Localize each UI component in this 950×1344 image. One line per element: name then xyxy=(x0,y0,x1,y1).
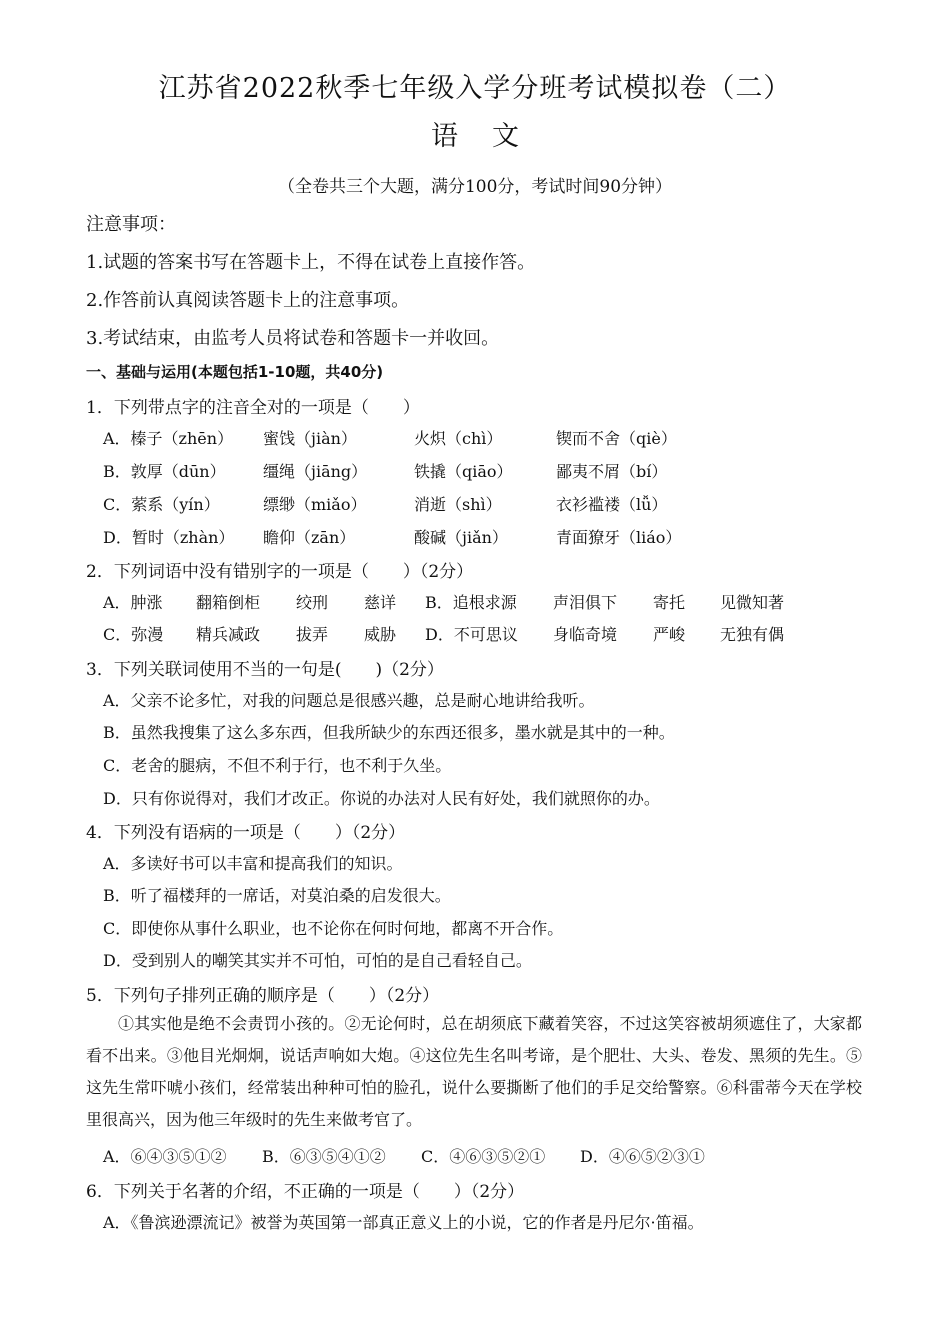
q1-option: B．敦厚（dūn） xyxy=(103,462,226,481)
q1-option: 缥缈（miǎo） xyxy=(263,495,367,514)
q1-option: C．萦系（yín） xyxy=(103,495,220,514)
note-item: 1.试题的答案书写在答题卡上，不得在试卷上直接作答。 xyxy=(86,252,536,273)
question-2-stem: 2．下列词语中没有错别字的一项是（ ）（2分） xyxy=(86,562,474,582)
q2-word: 身临奇境 xyxy=(553,625,618,644)
q2-word: 慈详 xyxy=(364,593,397,612)
q1-option: 衣衫褴褛（lǚ） xyxy=(556,495,668,514)
q4-option: C．即使你从事什么职业，也不论你在何时何地，都离不开合作。 xyxy=(103,919,564,938)
q2-word: D．不可思议 xyxy=(425,625,518,644)
q2-word: 见微知著 xyxy=(720,593,785,612)
note-item: 3.考试结束，由监考人员将试卷和答题卡一并收回。 xyxy=(86,328,500,349)
q5-option: C．④⑥③⑤②① xyxy=(421,1147,546,1166)
question-1-stem: 1．下列带点字的注音全对的一项是（ ） xyxy=(86,398,420,418)
q1-option: 锲而不舍（qiè） xyxy=(556,429,677,448)
question-6-stem: 6．下列关于名著的介绍，不正确的一项是（ ）（2分） xyxy=(86,1182,525,1202)
exam-scope: （全卷共三个大题，满分100分，考试时间90分钟） xyxy=(277,177,673,197)
q2-word: 声泪俱下 xyxy=(553,593,618,612)
q2-word: 威胁 xyxy=(364,625,397,644)
question-4-stem: 4．下列没有语病的一项是（ ）（2分） xyxy=(86,823,406,843)
q2-word: C．弥漫 xyxy=(103,625,164,644)
note-item: 2.作答前认真阅读答题卡上的注意事项。 xyxy=(86,290,410,311)
q2-word: A．肿涨 xyxy=(103,593,163,612)
q1-option: 瞻仰（zān） xyxy=(263,528,356,547)
q1-option: 消逝（shì） xyxy=(414,495,502,514)
q2-word: 无独有偶 xyxy=(720,625,785,644)
q1-option: 青面獠牙（liáo） xyxy=(556,528,682,547)
q3-option: A．父亲不论多忙，对我的问题总是很感兴趣，总是耐心地讲给我听。 xyxy=(103,691,595,710)
exam-title: 江苏省2022秋季七年级入学分班考试模拟卷（二） xyxy=(158,73,792,104)
q3-option: B．虽然我搜集了这么多东西，但我所缺少的东西还很多，墨水就是其中的一种。 xyxy=(103,723,675,742)
q5-option: D．④⑥⑤②③① xyxy=(580,1147,705,1166)
q5-passage: ①其实他是绝不会责罚小孩的。②无论何时，总在胡须底下藏着笑容，不过这笑容被胡须遮住了，大家都看不出来。③他目光炯炯，说话声响如大炮。④这位先生名叫考谛，是个肥壮、大头、卷发、黑须的先生。⑤这先生常吓唬小孩们，经常装出种种可怕的脸孔，说什么要撕断了他们的手足交给警察。⑥科雷蒂今天在学校里很高兴，因为他三年级时的先生来做考官了。 xyxy=(86,1014,862,1129)
q4-option: B．听了福楼拜的一席话，对莫泊桑的启发很大。 xyxy=(103,886,451,905)
q1-option: 火炽（chì） xyxy=(414,429,503,448)
q2-word: 拔弄 xyxy=(296,625,329,644)
q1-option: 鄙夷不屑（bí） xyxy=(556,462,668,481)
question-3-stem: 3．下列关联词使用不当的一句是( )（2分） xyxy=(86,660,444,680)
q1-option: 蜜饯（jiàn） xyxy=(263,429,357,448)
section-title: 一、基础与运用(本题包括1-10题，共40分) xyxy=(86,363,384,381)
notes-heading: 注意事项： xyxy=(86,214,176,235)
q5-option: A．⑥④③⑤①② xyxy=(103,1147,227,1166)
q2-word: 严峻 xyxy=(653,625,686,644)
q2-word: 寄托 xyxy=(653,593,686,612)
q1-option: D．暂时（zhàn） xyxy=(103,528,235,547)
q3-option: D．只有你说得对，我们才改正。你说的办法对人民有好处，我们就照你的办。 xyxy=(103,789,660,808)
q2-word: 翻箱倒柜 xyxy=(196,593,261,612)
q4-option: A．多读好书可以丰富和提高我们的知识。 xyxy=(103,854,403,873)
q1-option: 缰绳（jiāng） xyxy=(263,462,368,481)
q2-word: 绞刑 xyxy=(296,593,329,612)
q6-option: A．《鲁滨逊漂流记》被誉为英国第一部真正意义上的小说，它的作者是丹尼尔·笛福。 xyxy=(103,1213,704,1232)
q3-option: C．老舍的腿病，不但不利于行，也不利于久坐。 xyxy=(103,756,452,775)
q1-option: 铁撬（qiāo） xyxy=(414,462,513,481)
question-5-stem: 5．下列句子排列正确的顺序是（ ）（2分） xyxy=(86,986,440,1006)
q2-word: 精兵减政 xyxy=(196,625,261,644)
q1-option: 酸碱（jiǎn） xyxy=(414,528,508,547)
q4-option: D．受到别人的嘲笑其实并不可怕，可怕的是自己看轻自己。 xyxy=(103,951,532,970)
subject-title: 语文 xyxy=(431,121,553,152)
q2-word: B．追根求源 xyxy=(425,593,517,612)
q1-option: A．榛子（zhēn） xyxy=(103,429,234,448)
q5-option: B．⑥③⑤④①② xyxy=(262,1147,386,1166)
